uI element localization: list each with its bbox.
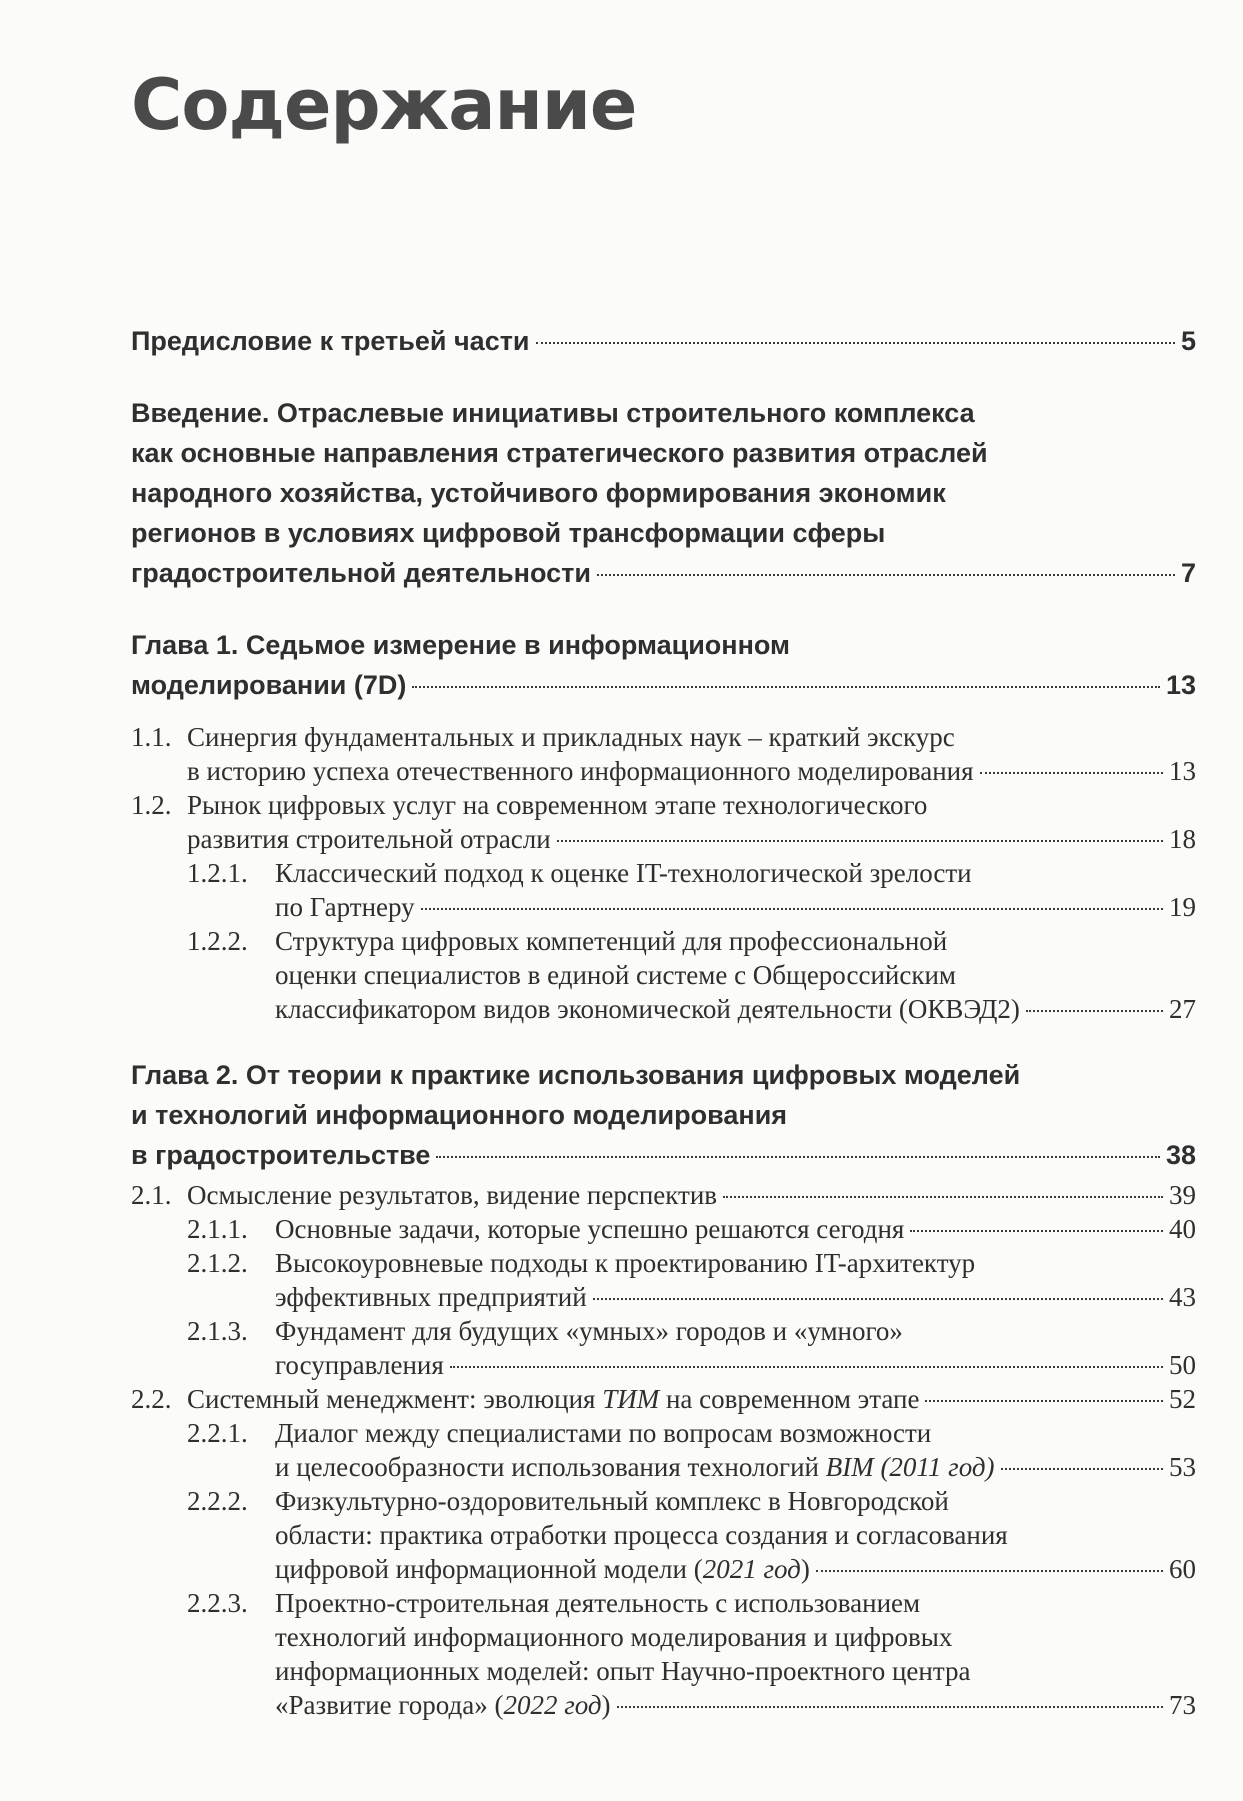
- toc-entry-last-line: [275, 1348, 1196, 1382]
- toc-entry-text-line: и технологий информационного моделирования: [131, 1100, 788, 1130]
- toc-entry-text-line: технологий информационного моделирования и цифровых: [275, 1622, 953, 1652]
- page-number: 60: [1169, 1554, 1196, 1584]
- toc-entry-text: в историю успеха отечественного информационного моделирования: [187, 756, 974, 786]
- toc-entry-text: Синергия фундаментальных и прикладных наук – краткий экскурс: [187, 722, 955, 752]
- toc-entry-text-line: Глава 2. От теории к практике использования цифровых моделей: [131, 1060, 1021, 1090]
- toc-entry-section-2-2[interactable]: [131, 1382, 1196, 1416]
- page-number: 7: [1180, 558, 1196, 588]
- toc-entry-text-line: Введение. Отраслевые инициативы строительного комплекса: [131, 398, 975, 428]
- text-fragment: ): [601, 1690, 611, 1720]
- toc-entry-text: по Гартнеру: [275, 892, 415, 922]
- toc-entry-text: в градостроительстве: [131, 1140, 431, 1170]
- toc-entry-last-line: [187, 754, 1196, 788]
- toc-entry-text: Фундамент для будущих «умных» городов и «умного»: [275, 1316, 903, 1346]
- toc-entry-section-2-1-1[interactable]: [187, 1212, 1196, 1246]
- text-fragment: цифровой информационной модели (: [275, 1554, 703, 1584]
- dot-leader: [1026, 1010, 1163, 1012]
- dot-leader: [723, 1196, 1163, 1198]
- toc-entry-text: [275, 1552, 810, 1586]
- page-number: 13: [1169, 756, 1196, 786]
- toc-entry-text-line: [187, 1484, 949, 1518]
- toc-entry-text-line: [187, 1586, 920, 1620]
- section-number: 2.2.: [131, 1384, 172, 1414]
- toc-entry-last-line: [131, 668, 1196, 702]
- section-number: 2.1.2.: [187, 1248, 248, 1278]
- toc-entry-last-line: [275, 1552, 1196, 1586]
- page-number: 52: [1169, 1384, 1196, 1414]
- toc-entry-text: моделировании (7D): [131, 670, 407, 700]
- italic-term: ТИМ: [602, 1384, 660, 1414]
- toc-entry-text-line: Глава 1. Седьмое измерение в информационном: [131, 630, 791, 660]
- section-number: 1.2.1.: [187, 858, 248, 888]
- toc-entry-text: Основные задачи, которые успешно решаются сегодня: [275, 1214, 905, 1244]
- toc-entry-text: Проектно-строительная деятельность с использованием: [275, 1588, 921, 1618]
- toc-entry-text-line: [131, 720, 955, 754]
- toc-entry-section-2-1[interactable]: [131, 1178, 1196, 1212]
- text-fragment: на современном этапе: [659, 1384, 920, 1414]
- toc-entry-text-line: регионов в условиях цифровой трансформации сферы: [131, 518, 886, 548]
- page-number: 19: [1169, 892, 1196, 922]
- section-number: 1.2.: [131, 790, 172, 820]
- page-number: 5: [1180, 326, 1196, 356]
- section-number: 2.2.3.: [187, 1588, 248, 1618]
- dot-leader: [450, 1366, 1163, 1368]
- section-number: 1.2.2.: [187, 926, 248, 956]
- italic-term: 2021 год: [702, 1554, 801, 1584]
- toc-entry-text: [275, 1450, 995, 1484]
- italic-term: 2022 год: [503, 1690, 602, 1720]
- page-number: 53: [1169, 1452, 1196, 1482]
- toc-entry-text: Осмысление результатов, видение перспектив: [187, 1180, 718, 1210]
- toc-entry-text-line: информационных моделей: опыт Научно-проектного центра: [275, 1656, 971, 1686]
- dot-leader: [436, 1156, 1160, 1158]
- toc-entry-text-line: [187, 1314, 903, 1348]
- section-number: 2.1.3.: [187, 1316, 248, 1346]
- dot-leader: [1001, 1468, 1163, 1470]
- section-number: 2.2.2.: [187, 1486, 248, 1516]
- page-number: 73: [1169, 1690, 1196, 1720]
- italic-term: BIM (2011 год): [825, 1452, 995, 1482]
- toc-entry-text-line: [187, 856, 972, 890]
- toc-entry-text: [187, 1382, 919, 1416]
- toc-entry-text: Предисловие к третьей части: [131, 326, 530, 356]
- toc-entry-text: Классический подход к оценке IT-технологической зрелости: [275, 858, 972, 888]
- section-number: 2.2.1.: [187, 1418, 248, 1448]
- toc-entry-last-line: [131, 556, 1196, 590]
- dot-leader: [557, 840, 1163, 842]
- toc-entry-last-line: [275, 1450, 1196, 1484]
- dot-leader: [910, 1230, 1163, 1232]
- dot-leader: [421, 908, 1163, 910]
- page-number: 39: [1169, 1180, 1196, 1210]
- toc-entry-last-line: [275, 992, 1196, 1026]
- page-title: Содержание: [131, 64, 637, 146]
- toc-entry-text: Рынок цифровых услуг на современном этапе технологического: [187, 790, 928, 820]
- toc-entry-text: госуправления: [275, 1350, 444, 1380]
- dot-leader: [597, 574, 1175, 576]
- toc-entry-last-line: [275, 1688, 1196, 1722]
- dot-leader: [593, 1298, 1163, 1300]
- dot-leader: [412, 686, 1160, 688]
- toc-entry-text: Физкультурно-оздоровительный комплекс в Новгородской: [275, 1486, 949, 1516]
- toc-entry-text: развития строительной отрасли: [187, 824, 551, 854]
- toc-entry-text-line: как основные направления стратегического развития отраслей: [131, 438, 988, 468]
- page-number: 38: [1165, 1140, 1196, 1170]
- page-number: 50: [1169, 1350, 1196, 1380]
- toc-entry-text: классификатором видов экономической деятельности (ОКВЭД2): [275, 994, 1020, 1024]
- section-number: 2.1.: [131, 1180, 172, 1210]
- toc-entry-text-line: области: практика отработки процесса создания и согласования: [275, 1520, 1008, 1550]
- toc-entry-text-line: [131, 788, 927, 822]
- toc-entry-last-line: [275, 890, 1196, 924]
- toc-entry-text: градостроительной деятельности: [131, 558, 591, 588]
- text-fragment: «Развитие города» (: [275, 1690, 504, 1720]
- text-fragment: и целесообразности использования технологий: [275, 1452, 826, 1482]
- toc-entry-text: [275, 1688, 611, 1722]
- page-number: 40: [1169, 1214, 1196, 1244]
- page-number: 13: [1165, 670, 1196, 700]
- toc-entry-preface[interactable]: [131, 324, 1196, 358]
- section-number: 2.1.1.: [187, 1214, 248, 1244]
- toc-entry-text: Диалог между специалистами по вопросам возможности: [275, 1418, 932, 1448]
- toc-entry-text-line: [187, 1416, 931, 1450]
- toc-entry-text: Структура цифровых компетенций для профессиональной: [275, 926, 948, 956]
- dot-leader: [617, 1706, 1163, 1708]
- dot-leader: [925, 1400, 1163, 1402]
- toc-entry-text-line: народного хозяйства, устойчивого формирования экономик: [131, 478, 946, 508]
- section-number: 1.1.: [131, 722, 172, 752]
- toc-entry-text-line: оценки специалистов в единой системе с Общероссийским: [275, 960, 956, 990]
- text-fragment: ): [800, 1554, 810, 1584]
- page-number: 27: [1169, 994, 1196, 1024]
- toc-entry-text-line: [187, 924, 947, 958]
- page-number: 18: [1169, 824, 1196, 854]
- toc-entry-text: Высокоуровневые подходы к проектированию IT-архитектур: [275, 1248, 976, 1278]
- toc-entry-last-line: [275, 1280, 1196, 1314]
- dot-leader: [536, 342, 1175, 344]
- toc-entry-last-line: [187, 822, 1196, 856]
- dot-leader: [980, 772, 1163, 774]
- toc-entry-text: эффективных предприятий: [275, 1282, 587, 1312]
- toc-entry-last-line: [131, 1138, 1196, 1172]
- dot-leader: [816, 1570, 1163, 1572]
- toc-entry-text-line: [187, 1246, 975, 1280]
- page-number: 43: [1169, 1282, 1196, 1312]
- text-fragment: Системный менеджмент: эволюция: [187, 1384, 603, 1414]
